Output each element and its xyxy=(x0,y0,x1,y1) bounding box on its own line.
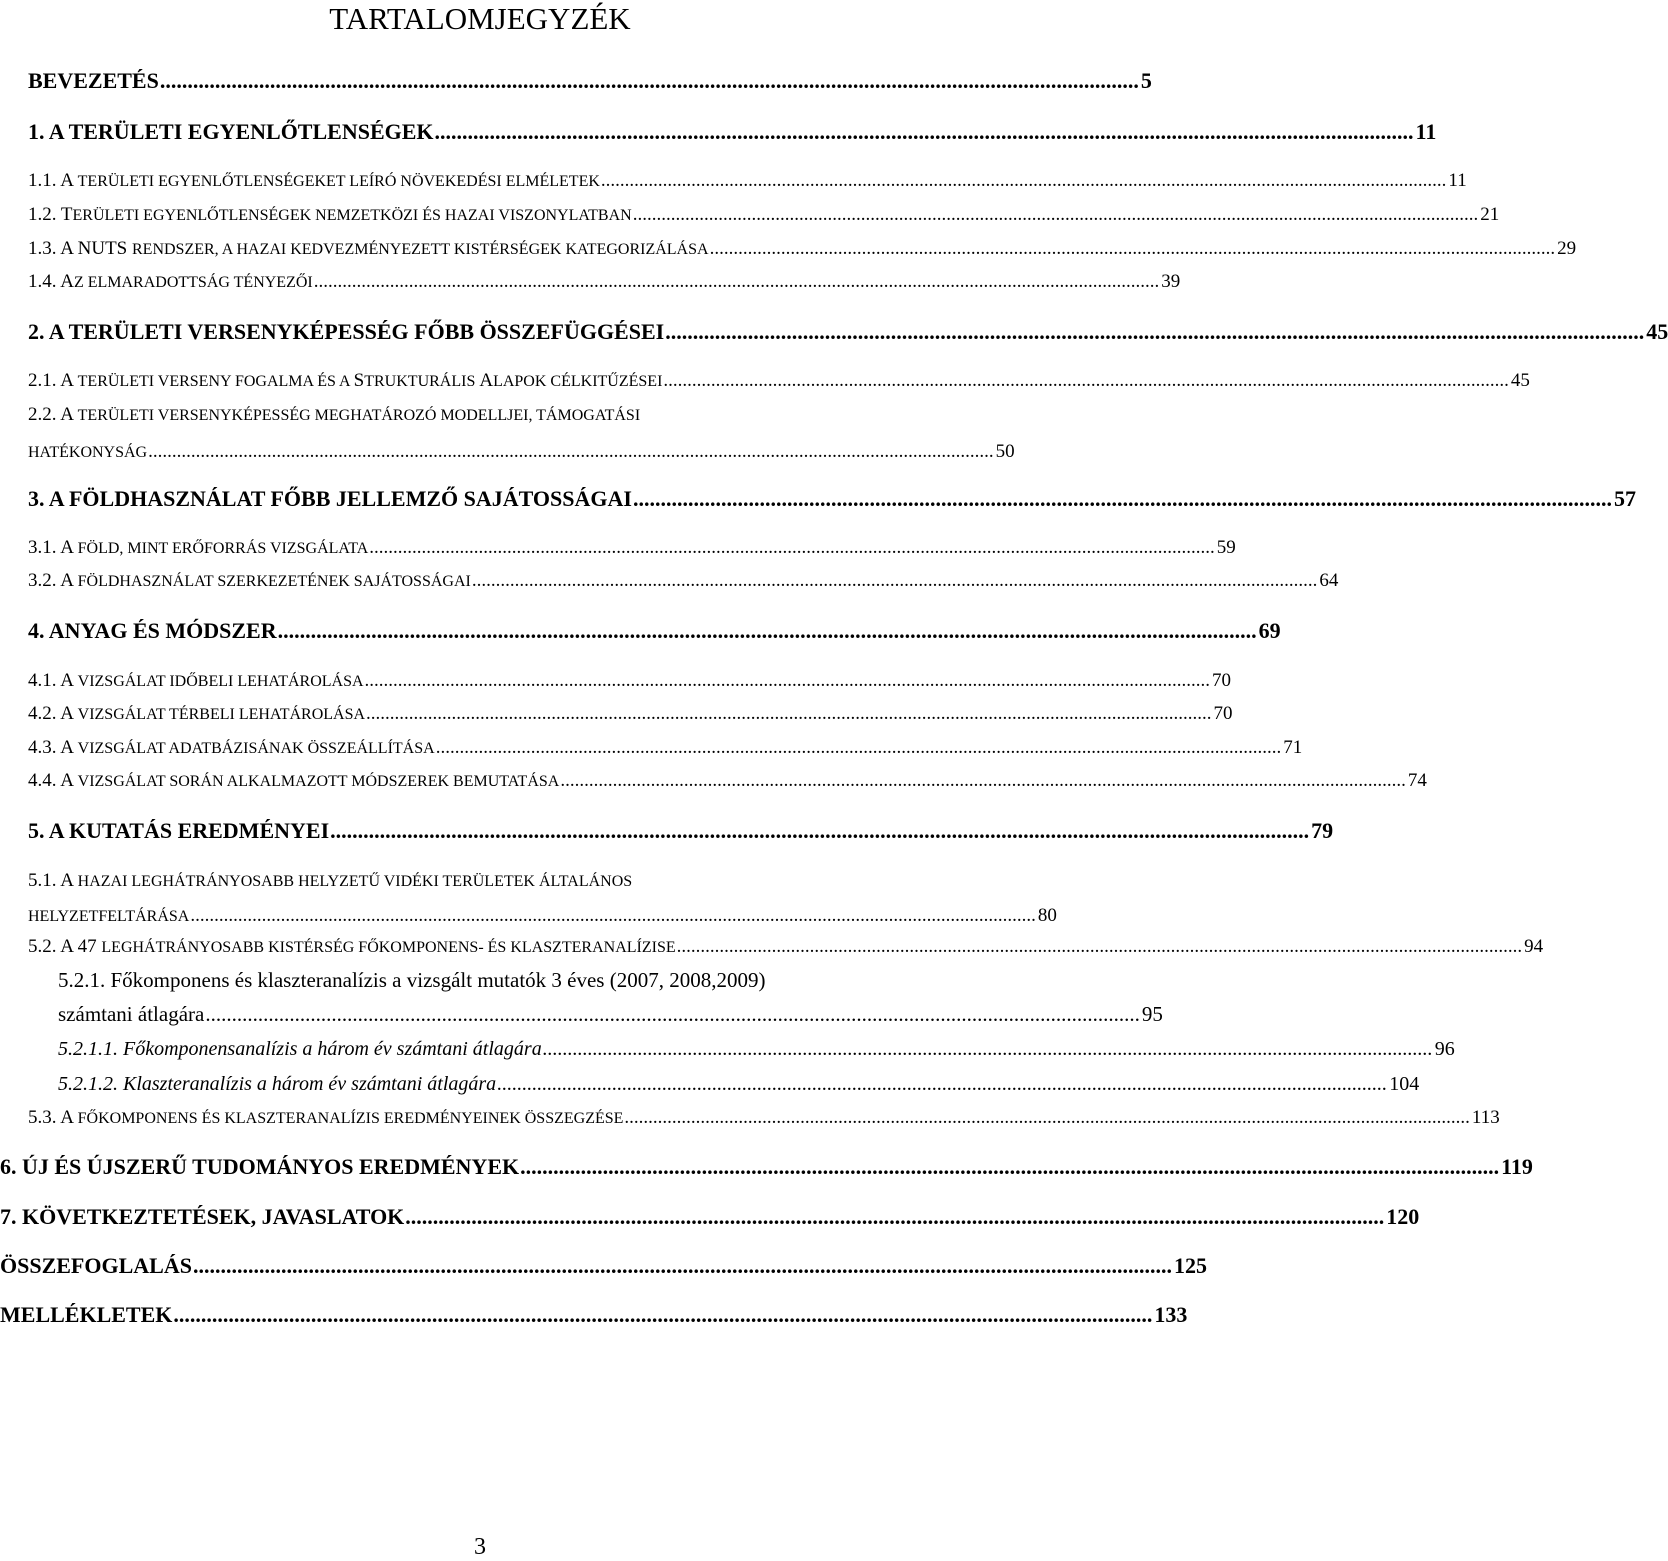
toc-entry-1-4[interactable] xyxy=(28,267,1181,298)
toc-entry-label: Főkomponensanalízis a három év számtani átlagára xyxy=(123,1038,542,1060)
toc-entry-capital: A xyxy=(60,703,78,724)
toc-entry-capital: A xyxy=(60,1107,78,1128)
toc-entry-5[interactable] xyxy=(28,816,1334,846)
toc-entry-number: 2.2. xyxy=(28,404,61,425)
toc-entry-page: 11 xyxy=(1448,170,1467,191)
toc-entry-number: 2.1. xyxy=(28,370,61,391)
toc-entry-capital: A xyxy=(479,370,494,391)
toc-entry-number: 3.1. xyxy=(28,537,61,558)
toc-entry-label: FÖLDHASZNÁLAT SZERKEZETÉNEK SAJÁTOSSÁGAI xyxy=(77,573,471,590)
toc-entry-label: VIZSGÁLAT IDŐBELI LEHATÁROLÁSA xyxy=(77,673,364,690)
toc-entry-page: 21 xyxy=(1480,204,1500,225)
toc-leader-dots: .................................................................................................................................................................................. xyxy=(542,1038,1433,1060)
toc-entry-label: BEVEZETÉS xyxy=(28,68,159,93)
toc-entry-number: 1.4. xyxy=(28,271,61,292)
toc-entry-number: 1.1. xyxy=(28,170,61,191)
toc-leader-dots: .................................................................................................................................................................................. xyxy=(159,68,1139,93)
toc-entry-page: 120 xyxy=(1386,1204,1420,1229)
toc-entry-label: FŐKOMPONENS ÉS KLASZTERANALÍZIS EREDMÉNYEINEK ÖSSZEGZÉSE xyxy=(77,1110,624,1127)
toc-entry-page: 80 xyxy=(1037,905,1057,926)
toc-entry-capital: A xyxy=(60,404,78,425)
toc-entry-page: 59 xyxy=(1216,537,1236,558)
toc-entry-number: 5.2. xyxy=(28,936,61,957)
toc-entry-capital: A xyxy=(60,570,78,591)
toc-entry-page: 133 xyxy=(1154,1302,1188,1327)
toc-entry-5-2-1-1[interactable] xyxy=(58,1034,1455,1064)
toc-entry-page: 79 xyxy=(1311,818,1334,843)
toc-entry-capital: A xyxy=(60,670,78,691)
toc-entry-1-2[interactable] xyxy=(28,200,1500,231)
toc-entry-number: 3.2. xyxy=(28,570,61,591)
toc-leader-dots: .................................................................................................................................................................................. xyxy=(497,1073,1388,1095)
toc-entry-label: MELLÉKLETEK xyxy=(0,1302,173,1327)
toc-entry-page: 94 xyxy=(1524,936,1544,957)
toc-entry-label-continued: HELYZETFELTÁRÁSA xyxy=(28,908,190,925)
toc-entry-page: 64 xyxy=(1319,570,1339,591)
toc-entry-label: VIZSGÁLAT TÉRBELI LEHATÁROLÁSA xyxy=(77,706,366,723)
toc-entry-number: 6. xyxy=(0,1154,22,1179)
toc-leader-dots: .................................................................................................................................................................................. xyxy=(632,486,1612,511)
toc-entry-label: TERÜLETI VERSENY FOGALMA ÉS A xyxy=(77,373,354,390)
toc-entry-page: 104 xyxy=(1389,1073,1420,1095)
toc-entry-page: 45 xyxy=(1646,319,1668,344)
toc-entry-label: FÖLD, MINT ERŐFORRÁS VIZSGÁLATA xyxy=(77,540,369,557)
toc-entry-1[interactable] xyxy=(28,117,1437,147)
toc-entry-label: TERÜLETI VERSENYKÉPESSÉG MEGHATÁROZÓ MODELLJEI, TÁMOGATÁSI xyxy=(77,407,641,424)
toc-entry-label: RENDSZER, A HAZAI KEDVEZMÉNYEZETT KISTÉRSÉGEK KATEGORIZÁLÁSA xyxy=(132,241,709,258)
toc-leader-dots: .................................................................................................................................................................................. xyxy=(665,319,1645,344)
toc-entry-label: Z ELMARADOTTSÁG TÉNYEZŐI xyxy=(73,274,313,291)
toc-entry-label: HAZAI LEGHÁTRÁNYOSABB HELYZETŰ VIDÉKI TERÜLETEK ÁLTALÁNOS xyxy=(77,873,633,890)
toc-entry-label: A TERÜLETI VERSENYKÉPESSÉG FŐBB ÖSSZEFÜGGÉSEI xyxy=(48,319,665,344)
toc-entry-5-2[interactable] xyxy=(28,932,1544,963)
toc-leader-dots: .................................................................................................................................................................................. xyxy=(205,1002,1140,1026)
toc-leader-dots: .................................................................................................................................................................................. xyxy=(405,1204,1385,1229)
toc-entry-label: VIZSGÁLAT SORÁN ALKALMAZOTT MÓDSZEREK BEMUTATÁSA xyxy=(77,773,560,790)
toc-entry-3-1[interactable] xyxy=(28,533,1236,564)
toc-entry-page: 57 xyxy=(1613,486,1636,511)
toc-entry-label: A FÖLDHASZNÁLAT FŐBB JELLEMZŐ SAJÁTOSSÁGAI xyxy=(48,486,632,511)
toc-entry-1-3[interactable] xyxy=(28,234,1577,265)
toc-entry-label: ERÜLETI EGYENLŐTLENSÉGEK NEMZETKÖZI ÉS HAZAI VISZONYLATBAN xyxy=(72,207,632,224)
toc-entry-2-2[interactable] xyxy=(28,400,1015,468)
toc-entry-number: 5.2.1. xyxy=(58,968,111,992)
toc-entry-6[interactable] xyxy=(0,1152,1533,1182)
toc-leader-dots: .................................................................................................................................................................................. xyxy=(663,370,1509,391)
toc-entry-page: 11 xyxy=(1415,119,1437,144)
toc-leader-dots: .................................................................................................................................................................................. xyxy=(364,670,1211,691)
toc-entry-bevezetes[interactable] xyxy=(28,66,1152,96)
toc-entry-number: 4.1. xyxy=(28,670,61,691)
toc-leader-dots: .................................................................................................................................................................................. xyxy=(173,1302,1153,1327)
toc-entry-page: 29 xyxy=(1557,238,1577,259)
toc-leader-dots: .................................................................................................................................................................................. xyxy=(434,119,1414,144)
toc-leader-dots: .................................................................................................................................................................................. xyxy=(192,1253,1172,1278)
toc-entry-capital: A NUTS xyxy=(60,238,132,259)
toc-leader-dots: .................................................................................................................................................................................. xyxy=(190,905,1036,926)
toc-entry-page: 5 xyxy=(1140,68,1152,93)
toc-entry-3[interactable] xyxy=(28,484,1636,514)
toc-entry-number: 7. xyxy=(0,1204,22,1229)
toc-leader-dots: .................................................................................................................................................................................. xyxy=(624,1107,1470,1128)
toc-entry-capital: T xyxy=(60,204,73,225)
toc-entry-5-2-1[interactable] xyxy=(58,965,1163,1029)
toc-leader-dots: .................................................................................................................................................................................. xyxy=(560,770,1406,791)
toc-entry-label-part: LAPOK CÉLKITŰZÉSEI xyxy=(493,373,663,390)
toc-entry-3-2[interactable] xyxy=(28,566,1339,597)
toc-entry-page: 70 xyxy=(1213,703,1233,724)
toc-entry-capital: A 47 xyxy=(60,936,102,957)
toc-entry-osszefoglalas[interactable] xyxy=(0,1251,1207,1281)
toc-entry-number: 1.2. xyxy=(28,204,61,225)
toc-entry-label: ÖSSZEFOGLALÁS xyxy=(0,1253,192,1278)
toc-leader-dots: .................................................................................................................................................................................. xyxy=(366,703,1212,724)
toc-entry-label: ÚJ ÉS ÚJSZERŰ TUDOMÁNYOS EREDMÉNYEK xyxy=(22,1154,520,1179)
toc-entry-capital: A xyxy=(60,170,78,191)
toc-entry-label: LEGHÁTRÁNYOSABB KISTÉRSÉG FŐKOMPONENS- ÉS KLASZTERANALÍZISE xyxy=(101,939,676,956)
toc-leader-dots: .................................................................................................................................................................................. xyxy=(369,537,1215,558)
toc-entry-capital: A xyxy=(60,737,78,758)
page-number: 3 xyxy=(474,1534,486,1560)
toc-leader-dots: .................................................................................................................................................................................. xyxy=(709,238,1556,259)
toc-entry-page: 39 xyxy=(1161,271,1181,292)
toc-entry-7[interactable] xyxy=(0,1202,1420,1232)
toc-entry-page: 50 xyxy=(995,441,1015,462)
toc-entry-number: 5.3. xyxy=(28,1107,61,1128)
toc-entry-4-2[interactable] xyxy=(28,699,1233,730)
toc-entry-number: 4.2. xyxy=(28,703,61,724)
toc-leader-dots: .................................................................................................................................................................................. xyxy=(313,271,1160,292)
toc-entry-5-3[interactable] xyxy=(28,1103,1500,1134)
toc-entry-label-part: TRUKTURÁLIS xyxy=(364,373,480,390)
toc-entry-page: 74 xyxy=(1407,770,1427,791)
toc-leader-dots: .................................................................................................................................................................................. xyxy=(330,818,1310,843)
toc-leader-dots: .................................................................................................................................................................................. xyxy=(520,1154,1500,1179)
toc-entry-number: 5.1. xyxy=(28,870,61,891)
toc-entry-4-3[interactable] xyxy=(28,733,1303,764)
toc-leader-dots: .................................................................................................................................................................................. xyxy=(471,570,1318,591)
toc-entry-4[interactable] xyxy=(28,616,1281,646)
toc-entry-capital: A xyxy=(60,370,78,391)
toc-leader-dots: .................................................................................................................................................................................. xyxy=(632,204,1479,225)
toc-entry-number: 2. xyxy=(28,319,49,344)
toc-entry-capital: S xyxy=(353,370,365,391)
toc-entry-capital: A xyxy=(60,770,78,791)
toc-leader-dots: .................................................................................................................................................................................. xyxy=(435,737,1282,758)
toc-entry-label: ANYAG ÉS MÓDSZER xyxy=(48,618,277,643)
toc-entry-label: A KUTATÁS EREDMÉNYEI xyxy=(48,818,330,843)
toc-entry-number: 4. xyxy=(28,618,49,643)
toc-leader-dots: .................................................................................................................................................................................. xyxy=(148,441,994,462)
toc-entry-number: 1.3. xyxy=(28,238,61,259)
toc-leader-dots: .................................................................................................................................................................................. xyxy=(277,618,1257,643)
toc-entry-capital: A xyxy=(60,870,78,891)
toc-entry-label: Klaszteranalízis a három év számtani átlagára xyxy=(123,1073,497,1095)
toc-entry-label: KÖVETKEZTETÉSEK, JAVASLATOK xyxy=(22,1204,405,1229)
toc-entry-number: 3. xyxy=(28,486,49,511)
toc-entry-page: 113 xyxy=(1471,1107,1500,1128)
toc-entry-page: 70 xyxy=(1212,670,1232,691)
toc-entry-number: 5.2.1.2. xyxy=(58,1073,123,1095)
toc-entry-page: 71 xyxy=(1283,737,1303,758)
toc-entry-number: 5. xyxy=(28,818,49,843)
toc-entry-page: 125 xyxy=(1173,1253,1207,1278)
toc-entry-capital: A xyxy=(60,537,78,558)
toc-entry-label-continued: HATÉKONYSÁG xyxy=(28,444,148,461)
toc-entry-number: 1. xyxy=(28,119,49,144)
toc-entry-number: 5.2.1.1. xyxy=(58,1038,123,1060)
toc-entry-number: 4.4. xyxy=(28,770,61,791)
toc-entry-label: Főkomponens és klaszteranalízis a vizsgált mutatók 3 éves (2007, 2008,2009) xyxy=(110,968,766,992)
toc-entry-4-4[interactable] xyxy=(28,766,1427,797)
toc-entry-5-1[interactable] xyxy=(28,866,1057,932)
toc-entry-page: 96 xyxy=(1434,1038,1455,1060)
toc-leader-dots: .................................................................................................................................................................................. xyxy=(600,170,1447,191)
toc-entry-label: A TERÜLETI EGYENLŐTLENSÉGEK xyxy=(48,119,434,144)
page-title: TARTALOMJEGYZÉK xyxy=(329,1,631,36)
toc-entry-1-1[interactable] xyxy=(28,166,1467,197)
toc-entry-mellekletek[interactable] xyxy=(0,1300,1188,1330)
toc-entry-label: TERÜLETI EGYENLŐTLENSÉGEKET LEÍRÓ NÖVEKEDÉSI ELMÉLETEK xyxy=(77,173,600,190)
toc-entry-page: 119 xyxy=(1501,1154,1533,1179)
toc-entry-number: 4.3. xyxy=(28,737,61,758)
toc-entry-4-1[interactable] xyxy=(28,666,1232,697)
toc-entry-2[interactable] xyxy=(28,317,1668,347)
toc-entry-page: 45 xyxy=(1510,370,1530,391)
toc-entry-2-1[interactable] xyxy=(28,366,1530,397)
toc-entry-label: VIZSGÁLAT ADATBÁZISÁNAK ÖSSZEÁLLÍTÁSA xyxy=(77,740,435,757)
toc-entry-capital: A xyxy=(60,271,74,292)
toc-entry-label-continued: számtani átlagára xyxy=(58,1002,205,1026)
toc-entry-5-2-1-2[interactable] xyxy=(58,1069,1420,1099)
toc-entry-page: 69 xyxy=(1258,618,1281,643)
toc-entry-page: 95 xyxy=(1141,1002,1163,1026)
toc-leader-dots: .................................................................................................................................................................................. xyxy=(676,936,1523,957)
